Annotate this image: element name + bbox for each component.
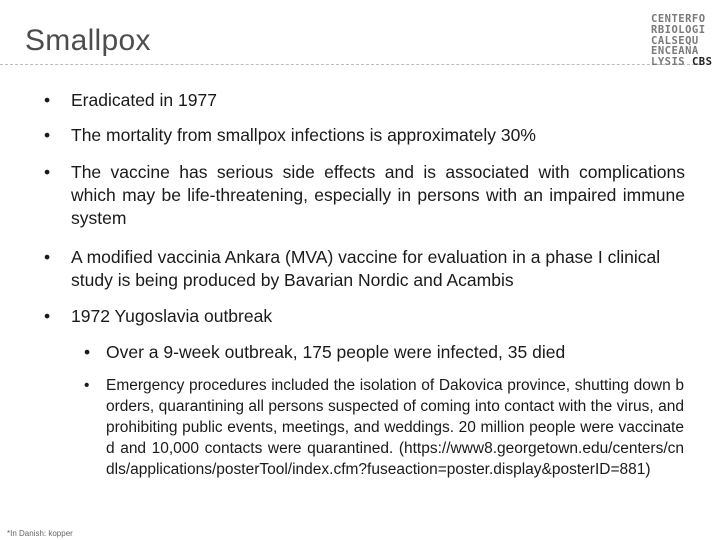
logo-row: RBIOLOGI	[651, 23, 706, 36]
logo-row: LYSIS	[651, 56, 686, 69]
bullet-dot: •	[44, 90, 51, 110]
bullet-dot: •	[84, 342, 91, 362]
logo-row: ENCEANA	[651, 45, 699, 58]
cbs-logo	[651, 14, 713, 68]
subbullet-outbreak-stats	[84, 342, 684, 363]
bullet-dot: •	[44, 162, 51, 182]
bullet-yugoslavia-outbreak	[44, 306, 685, 327]
bullet-dot: •	[44, 125, 51, 145]
bullet-dot: •	[44, 306, 51, 326]
bullet-text: 1972 Yugoslavia outbreak	[71, 306, 273, 326]
logo-cbs: CBS	[691, 56, 713, 69]
logo-row: CENTERFO	[651, 13, 706, 25]
bullet-text: A modified vaccinia Ankara (MVA) vaccine for evaluation in a phase I clinical study is being produced by Bavarian Nordic and Acambis	[71, 247, 661, 290]
title-divider	[0, 64, 700, 65]
footnote: *In Danish: kopper	[7, 529, 73, 538]
subbullet-emergency-procedures	[84, 375, 684, 480]
logo-row-last	[651, 57, 713, 68]
bullet-mva-vaccine	[44, 246, 685, 292]
bullet-text: Emergency procedures included the isolation of Dakovica province, shutting down borders, quarantining all persons suspected of coming into contact with the virus, and prohibiting public events, meetings, and weddings. 20 million people were vaccinated and 10,000 contacts were quarantined. (https://www8.georgetown.edu/centers/cndls/applications/posterTool/index.cfm?fuseaction=poster.display&posterID=881)	[106, 377, 684, 478]
bullet-dot: •	[44, 247, 51, 267]
bullet-vaccine-side-effects	[44, 161, 685, 230]
bullet-eradicated	[44, 90, 685, 111]
bullet-text: The vaccine has serious side effects and is associated with complications which may be life-threatening, especially in persons with an impaired immune system	[71, 162, 685, 228]
logo-row: CALSEQU	[651, 34, 699, 47]
bullet-dot: •	[84, 377, 90, 394]
bullet-text: Over a 9-week outbreak, 175 people were infected, 35 died	[106, 342, 566, 362]
slide-title: Smallpox	[25, 24, 151, 57]
bullet-text: The mortality from smallpox infections is approximately 30%	[71, 125, 536, 145]
bullet-text: Eradicated in 1977	[71, 90, 217, 110]
bullet-mortality	[44, 125, 685, 146]
